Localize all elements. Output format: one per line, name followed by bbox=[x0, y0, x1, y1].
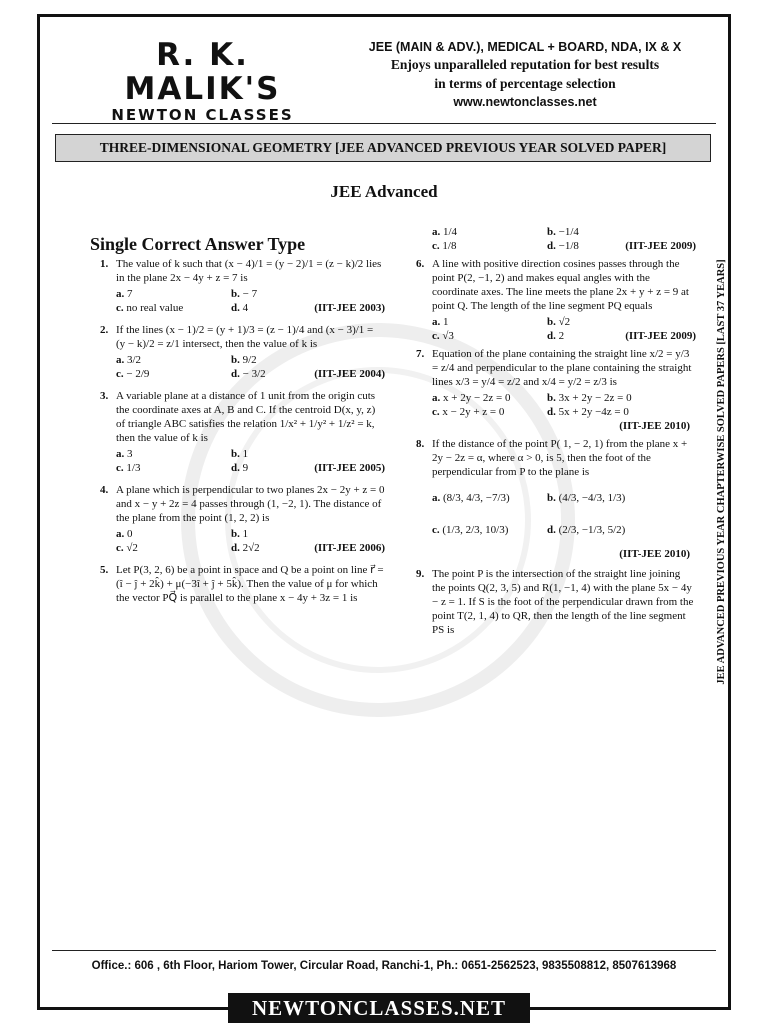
option-a: (8/3, 4/3, −7/3) bbox=[443, 492, 510, 504]
question-5 bbox=[100, 563, 385, 605]
question-number: 8. bbox=[416, 438, 425, 450]
option-d: −1/8 bbox=[558, 240, 579, 252]
option-a: 7 bbox=[127, 288, 133, 300]
footer-office-address: Office.: 606 , 6th Floor, Hariom Tower, Circular Road, Ranchi-1, Ph.: 0651-2562523, 9835508812, 8507613968 bbox=[91, 960, 677, 972]
question-8 bbox=[416, 437, 696, 479]
question-source: (IIT-JEE 2010) bbox=[619, 548, 690, 560]
question-source: (IIT-JEE 2004) bbox=[314, 368, 385, 380]
side-vertical-text: JEE ADVANCED PREVIOUS YEAR CHAPTERWISE SOLVED PAPERS [LAST 37 YEARS] bbox=[716, 259, 727, 685]
question-source: (IIT-JEE 2009) bbox=[625, 330, 696, 342]
section-title: JEE Advanced bbox=[330, 182, 438, 201]
question-number: 9. bbox=[416, 568, 425, 580]
option-c: 1/3 bbox=[126, 462, 141, 474]
question-3 bbox=[100, 389, 385, 445]
option-d: 9 bbox=[242, 462, 249, 474]
question-number: 3. bbox=[100, 390, 109, 402]
options-3: a. 3 b. 1 c. 1/3 d. 9 (IIT-JEE 2005) bbox=[116, 448, 385, 474]
option-b: − 7 bbox=[242, 288, 258, 300]
option-c: 1/8 bbox=[442, 240, 457, 252]
option-c: √2 bbox=[126, 542, 138, 554]
question-text: A plane which is perpendicular to two planes 2x − 2y + z = 0 and x − y + 2z = 4 passes through (1, −2, 1). The distance of the plane from the point (1, 2, 2) is bbox=[116, 484, 385, 524]
question-source: (IIT-JEE 2009) bbox=[625, 240, 696, 252]
option-b: 9/2 bbox=[242, 354, 257, 366]
option-d: (2/3, −1/3, 5/2) bbox=[558, 524, 626, 536]
option-c: − 2/9 bbox=[126, 368, 150, 380]
subsection-title: Single Correct Answer Type bbox=[90, 234, 306, 254]
question-text: A line with positive direction cosines passes through the point P(2, −1, 2) and makes equal angles with the coordinate axes. The line meets the plane 2x + y + z = 9 at point Q. The length of the line segment PQ equals bbox=[432, 258, 689, 312]
option-a: 0 bbox=[127, 528, 133, 540]
question-source: (IIT-JEE 2006) bbox=[314, 542, 385, 554]
question-source: (IIT-JEE 2003) bbox=[314, 302, 385, 314]
option-a: 1 bbox=[443, 316, 449, 328]
right-column bbox=[416, 225, 696, 639]
option-a: 1/4 bbox=[443, 226, 458, 238]
question-source: (IIT-JEE 2010) bbox=[619, 420, 690, 432]
question-text: If the lines (x − 1)/2 = (y + 1)/3 = (z − 1)/4 and (x − 3)/1 = (y − k)/2 = z/1 intersect, then the value of k is bbox=[116, 324, 374, 350]
options-8: a. (8/3, 4/3, −7/3) b. (4/3, −4/3, 1/3) c. (1/3, 2/3, 10/3) d. (2/3, −1/3, 5/2) bbox=[432, 492, 626, 536]
option-c: √3 bbox=[442, 330, 454, 342]
option-b: 3x + 2y − 2z = 0 bbox=[558, 392, 632, 404]
header-tagline-2: in terms of percentage selection bbox=[434, 76, 616, 91]
option-d: 2 bbox=[558, 330, 565, 342]
question-source: (IIT-JEE 2005) bbox=[314, 462, 385, 474]
option-b: √2 bbox=[558, 316, 571, 328]
option-d: 2√2 bbox=[242, 542, 260, 554]
options-5: a. 1/4 b. −1/4 c. 1/8 d. −1/8 (IIT-JEE 2009) bbox=[432, 226, 696, 252]
question-text: The value of k such that (x − 4)/1 = (y − 2)/1 = (z − k)/2 lies in the plane 2x − 4y + z = 7 is bbox=[116, 258, 382, 284]
option-a: 3 bbox=[127, 448, 133, 460]
options-6: a. 1 b. √2 c. √3 d. 2 (IIT-JEE 2009) bbox=[432, 316, 696, 342]
question-number: 1. bbox=[100, 258, 109, 270]
question-7 bbox=[416, 347, 696, 389]
question-number: 2. bbox=[100, 324, 109, 336]
options-4: a. 0 b. 1 c. √2 d. 2√2 (IIT-JEE 2006) bbox=[116, 528, 385, 554]
option-d: − 3/2 bbox=[242, 368, 266, 380]
option-b: 1 bbox=[242, 448, 249, 460]
question-9 bbox=[416, 567, 696, 637]
question-number: 4. bbox=[100, 484, 109, 496]
header-courses: JEE (MAIN & ADV.), MEDICAL + BOARD, NDA, IX & X bbox=[368, 40, 682, 54]
topic-title-bar: THREE-DIMENSIONAL GEOMETRY [JEE ADVANCED PREVIOUS YEAR SOLVED PAPER] bbox=[55, 134, 711, 162]
option-b: 1 bbox=[242, 528, 249, 540]
footer-website-banner: NEWTONCLASSES.NET bbox=[228, 993, 530, 1023]
option-d: 5x + 2y −4z = 0 bbox=[558, 406, 629, 418]
header-website: www.newtonclasses.net bbox=[453, 95, 597, 109]
brand-subtitle: NEWTON CLASSES bbox=[111, 106, 294, 124]
question-text: Let P(3, 2, 6) be a point in space and Q be a point on line r⃗ = (î − ĵ + 2k̂) + μ(−3î + ĵ + 5k̂). Then the value of μ for which the vector PQ⃗ is parallel to the plane x − 4y + 3z = 1 is bbox=[116, 564, 384, 604]
brand-name: R. K. MALIK'S bbox=[124, 37, 281, 107]
question-number: 6. bbox=[416, 258, 425, 270]
question-text: Equation of the plane containing the straight line x/2 = y/3 = z/4 and perpendicular to the plane containing the straight lines x/3 = y/4 = z/2 and x/4 = y/2 = z/3 is bbox=[432, 348, 692, 388]
question-text: If the distance of the point P( 1, − 2, 1) from the plane x + 2y − 2z = α, where α > 0, is 5, then the foot of the perpendicular from P to the plane is bbox=[432, 438, 688, 478]
option-d: 4 bbox=[242, 302, 249, 314]
question-2 bbox=[100, 323, 385, 351]
header-info bbox=[340, 40, 710, 109]
question-4 bbox=[100, 483, 385, 525]
option-c: no real value bbox=[126, 302, 184, 314]
question-6 bbox=[416, 257, 696, 313]
header-tagline: Enjoys unparalleled reputation for best results bbox=[390, 57, 660, 72]
question-text: The point P is the intersection of the straight line joining the points Q(2, 3, 5) and R(1, −1, 4) with the plane 5x − 4y − z = 1. If S is the foot of the perpendicular drawn from the point T(2, 1, 4) to QR, then the length of the line segment PS is bbox=[432, 568, 694, 636]
question-text: A variable plane at a distance of 1 unit from the origin cuts the coordinate axes at A, B and C. If the centroid D(x, y, z) of triangle ABC satisfies the relation 1/x² + 1/y² + 1/z² = k, then the value of k is bbox=[116, 390, 376, 444]
options-2: a. 3/2 b. 9/2 c. − 2/9 d. − 3/2 (IIT-JEE 2004) bbox=[116, 354, 385, 380]
options-7: a. x + 2y − 2z = 0 b. 3x + 2y − 2z = 0 c. x − 2y + z = 0 d. 5x + 2y −4z = 0 bbox=[432, 392, 632, 418]
option-c: x − 2y + z = 0 bbox=[442, 406, 505, 418]
question-number: 7. bbox=[416, 348, 425, 360]
option-b: (4/3, −4/3, 1/3) bbox=[558, 492, 626, 504]
header-rule bbox=[52, 123, 716, 124]
option-a: 3/2 bbox=[127, 354, 142, 366]
left-column bbox=[100, 257, 385, 607]
option-a: x + 2y − 2z = 0 bbox=[443, 392, 511, 404]
question-number: 5. bbox=[100, 564, 109, 576]
option-b: −1/4 bbox=[558, 226, 579, 238]
options-1: a. 7 b. − 7 c. no real value d. 4 (IIT-JEE 2003) bbox=[116, 288, 385, 314]
option-c: (1/3, 2/3, 10/3) bbox=[442, 524, 509, 536]
question-1 bbox=[100, 257, 385, 285]
footer-rule bbox=[52, 950, 716, 951]
brand-logo bbox=[80, 38, 325, 124]
